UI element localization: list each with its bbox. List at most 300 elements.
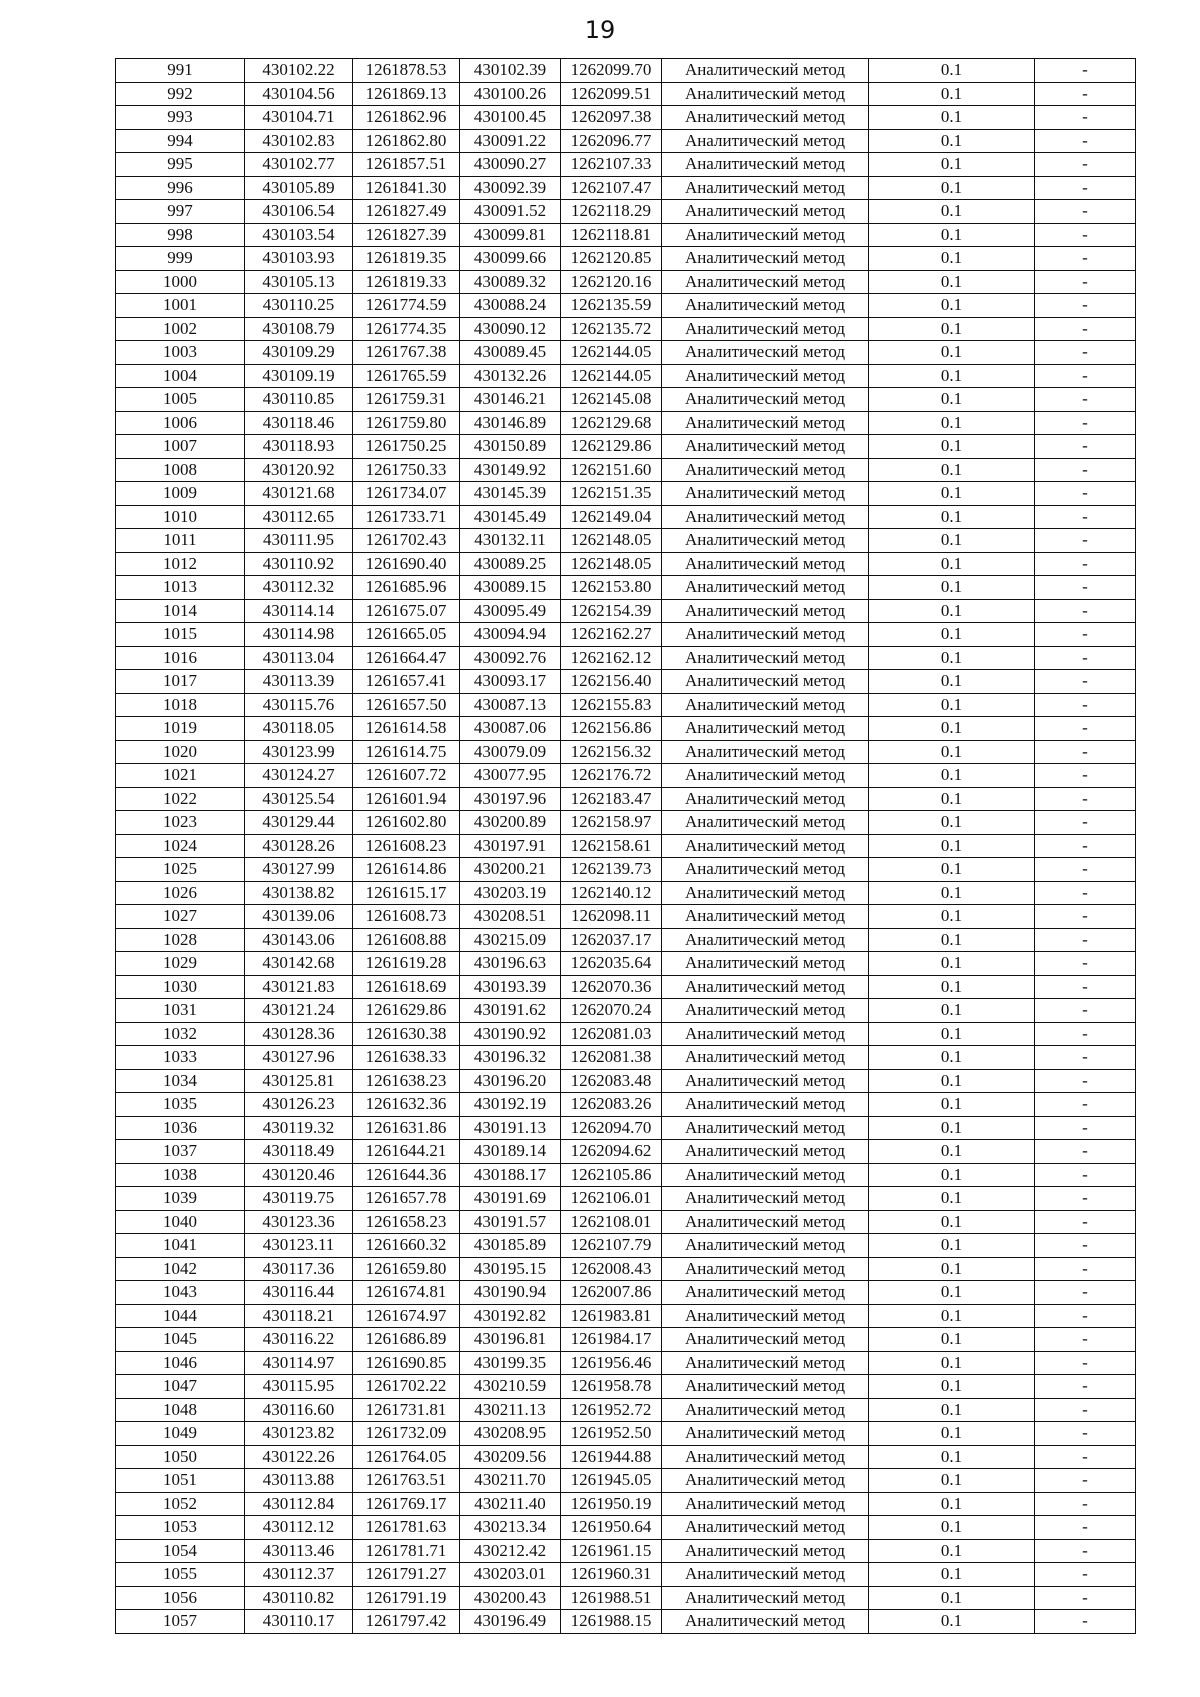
- x2-cell: 430099.66: [460, 247, 561, 271]
- point-number-cell: 1024: [116, 834, 245, 858]
- table-row: [116, 59, 1136, 83]
- note-cell: -: [1035, 905, 1136, 929]
- y2-cell: 1261961.15: [561, 1539, 662, 1563]
- y1-cell: 1261878.53: [353, 59, 460, 83]
- method-cell: Аналитический метод: [662, 294, 869, 318]
- x1-cell: 430117.36: [245, 1257, 353, 1281]
- y2-cell: 1262148.05: [561, 552, 662, 576]
- y2-cell: 1261956.46: [561, 1351, 662, 1375]
- method-cell: Аналитический метод: [662, 1610, 869, 1634]
- coordinates-table-body: [116, 59, 1136, 1634]
- y1-cell: 1261781.63: [353, 1516, 460, 1540]
- table-row: [116, 999, 1136, 1023]
- x1-cell: 430112.37: [245, 1563, 353, 1587]
- x2-cell: 430203.01: [460, 1563, 561, 1587]
- method-cell: Аналитический метод: [662, 364, 869, 388]
- y1-cell: 1261644.36: [353, 1163, 460, 1187]
- y2-cell: 1262107.47: [561, 176, 662, 200]
- x2-cell: 430089.32: [460, 270, 561, 294]
- x2-cell: 430089.25: [460, 552, 561, 576]
- y2-cell: 1261950.19: [561, 1492, 662, 1516]
- table-row: [116, 82, 1136, 106]
- method-cell: Аналитический метод: [662, 1187, 869, 1211]
- x1-cell: 430127.96: [245, 1046, 353, 1070]
- accuracy-cell: 0.1: [869, 1375, 1035, 1399]
- x1-cell: 430108.79: [245, 317, 353, 341]
- y2-cell: 1262037.17: [561, 928, 662, 952]
- note-cell: -: [1035, 176, 1136, 200]
- note-cell: -: [1035, 1563, 1136, 1587]
- y1-cell: 1261685.96: [353, 576, 460, 600]
- table-row: [116, 1328, 1136, 1352]
- x1-cell: 430119.32: [245, 1116, 353, 1140]
- note-cell: -: [1035, 1445, 1136, 1469]
- x1-cell: 430124.27: [245, 764, 353, 788]
- x1-cell: 430110.92: [245, 552, 353, 576]
- accuracy-cell: 0.1: [869, 106, 1035, 130]
- x2-cell: 430211.13: [460, 1398, 561, 1422]
- page-number: 19: [584, 16, 616, 44]
- note-cell: -: [1035, 505, 1136, 529]
- method-cell: Аналитический метод: [662, 1398, 869, 1422]
- x2-cell: 430092.39: [460, 176, 561, 200]
- table-row: [116, 1516, 1136, 1540]
- note-cell: -: [1035, 1187, 1136, 1211]
- y2-cell: 1262156.32: [561, 740, 662, 764]
- y2-cell: 1261958.78: [561, 1375, 662, 1399]
- method-cell: Аналитический метод: [662, 1539, 869, 1563]
- note-cell: -: [1035, 1539, 1136, 1563]
- point-number-cell: 1018: [116, 693, 245, 717]
- y1-cell: 1261664.47: [353, 646, 460, 670]
- y2-cell: 1262094.62: [561, 1140, 662, 1164]
- accuracy-cell: 0.1: [869, 200, 1035, 224]
- x1-cell: 430138.82: [245, 881, 353, 905]
- point-number-cell: 1040: [116, 1210, 245, 1234]
- point-number-cell: 1038: [116, 1163, 245, 1187]
- x1-cell: 430118.49: [245, 1140, 353, 1164]
- accuracy-cell: 0.1: [869, 1140, 1035, 1164]
- accuracy-cell: 0.1: [869, 1022, 1035, 1046]
- accuracy-cell: 0.1: [869, 294, 1035, 318]
- x1-cell: 430113.46: [245, 1539, 353, 1563]
- note-cell: -: [1035, 1281, 1136, 1305]
- note-cell: -: [1035, 623, 1136, 647]
- note-cell: -: [1035, 764, 1136, 788]
- note-cell: -: [1035, 1022, 1136, 1046]
- accuracy-cell: 0.1: [869, 1046, 1035, 1070]
- y2-cell: 1262007.86: [561, 1281, 662, 1305]
- table-row: [116, 411, 1136, 435]
- x1-cell: 430106.54: [245, 200, 353, 224]
- point-number-cell: 994: [116, 129, 245, 153]
- table-row: [116, 811, 1136, 835]
- y1-cell: 1261781.71: [353, 1539, 460, 1563]
- method-cell: Аналитический метод: [662, 482, 869, 506]
- method-cell: Аналитический метод: [662, 505, 869, 529]
- method-cell: Аналитический метод: [662, 576, 869, 600]
- y1-cell: 1261614.58: [353, 717, 460, 741]
- table-row: [116, 388, 1136, 412]
- table-row: [116, 223, 1136, 247]
- note-cell: -: [1035, 811, 1136, 835]
- note-cell: -: [1035, 1492, 1136, 1516]
- point-number-cell: 1033: [116, 1046, 245, 1070]
- x1-cell: 430116.22: [245, 1328, 353, 1352]
- method-cell: Аналитический метод: [662, 1163, 869, 1187]
- y1-cell: 1261759.80: [353, 411, 460, 435]
- table-row: [116, 529, 1136, 553]
- y1-cell: 1261797.42: [353, 1610, 460, 1634]
- method-cell: Аналитический метод: [662, 1328, 869, 1352]
- table-row: [116, 858, 1136, 882]
- x2-cell: 430193.39: [460, 975, 561, 999]
- y2-cell: 1262108.01: [561, 1210, 662, 1234]
- method-cell: Аналитический метод: [662, 1516, 869, 1540]
- point-number-cell: 1010: [116, 505, 245, 529]
- x2-cell: 430192.19: [460, 1093, 561, 1117]
- point-number-cell: 996: [116, 176, 245, 200]
- accuracy-cell: 0.1: [869, 999, 1035, 1023]
- table-row: [116, 1422, 1136, 1446]
- x2-cell: 430099.81: [460, 223, 561, 247]
- method-cell: Аналитический метод: [662, 834, 869, 858]
- y2-cell: 1262118.29: [561, 200, 662, 224]
- y1-cell: 1261690.40: [353, 552, 460, 576]
- point-number-cell: 1053: [116, 1516, 245, 1540]
- note-cell: -: [1035, 1516, 1136, 1540]
- table-row: [116, 482, 1136, 506]
- x1-cell: 430110.17: [245, 1610, 353, 1634]
- accuracy-cell: 0.1: [869, 1257, 1035, 1281]
- method-cell: Аналитический метод: [662, 1586, 869, 1610]
- y2-cell: 1262129.68: [561, 411, 662, 435]
- accuracy-cell: 0.1: [869, 1445, 1035, 1469]
- x1-cell: 430105.89: [245, 176, 353, 200]
- note-cell: -: [1035, 223, 1136, 247]
- accuracy-cell: 0.1: [869, 1586, 1035, 1610]
- x2-cell: 430196.81: [460, 1328, 561, 1352]
- accuracy-cell: 0.1: [869, 364, 1035, 388]
- accuracy-cell: 0.1: [869, 881, 1035, 905]
- note-cell: -: [1035, 552, 1136, 576]
- point-number-cell: 1007: [116, 435, 245, 459]
- point-number-cell: 995: [116, 153, 245, 177]
- point-number-cell: 1011: [116, 529, 245, 553]
- table-row: [116, 1046, 1136, 1070]
- x2-cell: 430093.17: [460, 670, 561, 694]
- y1-cell: 1261827.39: [353, 223, 460, 247]
- table-row: [116, 646, 1136, 670]
- accuracy-cell: 0.1: [869, 623, 1035, 647]
- coordinates-table: [115, 58, 1136, 1634]
- y2-cell: 1262145.08: [561, 388, 662, 412]
- x1-cell: 430125.81: [245, 1069, 353, 1093]
- x1-cell: 430115.95: [245, 1375, 353, 1399]
- method-cell: Аналитический метод: [662, 1093, 869, 1117]
- point-number-cell: 999: [116, 247, 245, 271]
- y1-cell: 1261862.96: [353, 106, 460, 130]
- table-row: [116, 1281, 1136, 1305]
- note-cell: -: [1035, 1140, 1136, 1164]
- note-cell: -: [1035, 1328, 1136, 1352]
- note-cell: -: [1035, 787, 1136, 811]
- x1-cell: 430114.97: [245, 1351, 353, 1375]
- x1-cell: 430112.84: [245, 1492, 353, 1516]
- y1-cell: 1261644.21: [353, 1140, 460, 1164]
- x1-cell: 430123.36: [245, 1210, 353, 1234]
- note-cell: -: [1035, 858, 1136, 882]
- x2-cell: 430209.56: [460, 1445, 561, 1469]
- y1-cell: 1261632.36: [353, 1093, 460, 1117]
- point-number-cell: 1048: [116, 1398, 245, 1422]
- point-number-cell: 1032: [116, 1022, 245, 1046]
- y2-cell: 1262151.60: [561, 458, 662, 482]
- y2-cell: 1262081.38: [561, 1046, 662, 1070]
- note-cell: -: [1035, 1234, 1136, 1258]
- accuracy-cell: 0.1: [869, 270, 1035, 294]
- method-cell: Аналитический метод: [662, 1210, 869, 1234]
- y2-cell: 1262120.16: [561, 270, 662, 294]
- table-row: [116, 1022, 1136, 1046]
- table-row: [116, 106, 1136, 130]
- accuracy-cell: 0.1: [869, 129, 1035, 153]
- y1-cell: 1261674.97: [353, 1304, 460, 1328]
- x2-cell: 430145.49: [460, 505, 561, 529]
- y1-cell: 1261614.86: [353, 858, 460, 882]
- y1-cell: 1261658.23: [353, 1210, 460, 1234]
- point-number-cell: 1005: [116, 388, 245, 412]
- x2-cell: 430197.96: [460, 787, 561, 811]
- y2-cell: 1262035.64: [561, 952, 662, 976]
- accuracy-cell: 0.1: [869, 247, 1035, 271]
- accuracy-cell: 0.1: [869, 1163, 1035, 1187]
- point-number-cell: 1056: [116, 1586, 245, 1610]
- y2-cell: 1262154.39: [561, 599, 662, 623]
- method-cell: Аналитический метод: [662, 999, 869, 1023]
- x2-cell: 430150.89: [460, 435, 561, 459]
- accuracy-cell: 0.1: [869, 223, 1035, 247]
- y1-cell: 1261601.94: [353, 787, 460, 811]
- point-number-cell: 1020: [116, 740, 245, 764]
- y2-cell: 1261960.31: [561, 1563, 662, 1587]
- y2-cell: 1262099.51: [561, 82, 662, 106]
- note-cell: -: [1035, 1304, 1136, 1328]
- x2-cell: 430190.92: [460, 1022, 561, 1046]
- table-row: [116, 1610, 1136, 1634]
- x1-cell: 430104.56: [245, 82, 353, 106]
- point-number-cell: 1034: [116, 1069, 245, 1093]
- note-cell: -: [1035, 411, 1136, 435]
- accuracy-cell: 0.1: [869, 82, 1035, 106]
- note-cell: -: [1035, 928, 1136, 952]
- method-cell: Аналитический метод: [662, 1140, 869, 1164]
- method-cell: Аналитический метод: [662, 129, 869, 153]
- y1-cell: 1261607.72: [353, 764, 460, 788]
- x2-cell: 430210.59: [460, 1375, 561, 1399]
- method-cell: Аналитический метод: [662, 153, 869, 177]
- note-cell: -: [1035, 1163, 1136, 1187]
- table-row: [116, 270, 1136, 294]
- x2-cell: 430189.14: [460, 1140, 561, 1164]
- method-cell: Аналитический метод: [662, 623, 869, 647]
- method-cell: Аналитический метод: [662, 811, 869, 835]
- x1-cell: 430113.04: [245, 646, 353, 670]
- y1-cell: 1261750.25: [353, 435, 460, 459]
- note-cell: -: [1035, 106, 1136, 130]
- x2-cell: 430188.17: [460, 1163, 561, 1187]
- point-number-cell: 1057: [116, 1610, 245, 1634]
- x2-cell: 430090.12: [460, 317, 561, 341]
- x1-cell: 430142.68: [245, 952, 353, 976]
- point-number-cell: 1030: [116, 975, 245, 999]
- method-cell: Аналитический метод: [662, 646, 869, 670]
- table-row: [116, 505, 1136, 529]
- point-number-cell: 1054: [116, 1539, 245, 1563]
- x1-cell: 430128.36: [245, 1022, 353, 1046]
- method-cell: Аналитический метод: [662, 881, 869, 905]
- x2-cell: 430100.45: [460, 106, 561, 130]
- x2-cell: 430132.26: [460, 364, 561, 388]
- x1-cell: 430112.65: [245, 505, 353, 529]
- x1-cell: 430127.99: [245, 858, 353, 882]
- table-row: [116, 1163, 1136, 1187]
- method-cell: Аналитический метод: [662, 928, 869, 952]
- note-cell: -: [1035, 599, 1136, 623]
- y2-cell: 1262070.24: [561, 999, 662, 1023]
- method-cell: Аналитический метод: [662, 223, 869, 247]
- y2-cell: 1262139.73: [561, 858, 662, 882]
- point-number-cell: 1008: [116, 458, 245, 482]
- y2-cell: 1262158.61: [561, 834, 662, 858]
- x2-cell: 430132.11: [460, 529, 561, 553]
- note-cell: -: [1035, 82, 1136, 106]
- accuracy-cell: 0.1: [869, 811, 1035, 835]
- y1-cell: 1261857.51: [353, 153, 460, 177]
- x1-cell: 430102.83: [245, 129, 353, 153]
- method-cell: Аналитический метод: [662, 458, 869, 482]
- accuracy-cell: 0.1: [869, 670, 1035, 694]
- point-number-cell: 1000: [116, 270, 245, 294]
- y1-cell: 1261659.80: [353, 1257, 460, 1281]
- method-cell: Аналитический метод: [662, 341, 869, 365]
- table-row: [116, 1375, 1136, 1399]
- x2-cell: 430094.94: [460, 623, 561, 647]
- table-row: [116, 294, 1136, 318]
- x2-cell: 430199.35: [460, 1351, 561, 1375]
- method-cell: Аналитический метод: [662, 247, 869, 271]
- table-row: [116, 599, 1136, 623]
- x1-cell: 430109.29: [245, 341, 353, 365]
- y2-cell: 1262094.70: [561, 1116, 662, 1140]
- y1-cell: 1261657.41: [353, 670, 460, 694]
- accuracy-cell: 0.1: [869, 529, 1035, 553]
- x1-cell: 430102.22: [245, 59, 353, 83]
- y2-cell: 1262096.77: [561, 129, 662, 153]
- point-number-cell: 1013: [116, 576, 245, 600]
- x2-cell: 430208.95: [460, 1422, 561, 1446]
- point-number-cell: 1002: [116, 317, 245, 341]
- table-row: [116, 176, 1136, 200]
- y2-cell: 1262149.04: [561, 505, 662, 529]
- note-cell: -: [1035, 740, 1136, 764]
- accuracy-cell: 0.1: [869, 975, 1035, 999]
- y1-cell: 1261774.35: [353, 317, 460, 341]
- method-cell: Аналитический метод: [662, 787, 869, 811]
- note-cell: -: [1035, 270, 1136, 294]
- accuracy-cell: 0.1: [869, 59, 1035, 83]
- note-cell: -: [1035, 952, 1136, 976]
- method-cell: Аналитический метод: [662, 1022, 869, 1046]
- note-cell: -: [1035, 482, 1136, 506]
- y2-cell: 1262083.48: [561, 1069, 662, 1093]
- table-row: [116, 834, 1136, 858]
- x2-cell: 430200.43: [460, 1586, 561, 1610]
- x1-cell: 430109.19: [245, 364, 353, 388]
- y1-cell: 1261619.28: [353, 952, 460, 976]
- x2-cell: 430149.92: [460, 458, 561, 482]
- table-row: [116, 670, 1136, 694]
- point-number-cell: 1052: [116, 1492, 245, 1516]
- table-row: [116, 247, 1136, 271]
- table-row: [116, 435, 1136, 459]
- x2-cell: 430200.89: [460, 811, 561, 835]
- note-cell: -: [1035, 881, 1136, 905]
- point-number-cell: 1029: [116, 952, 245, 976]
- accuracy-cell: 0.1: [869, 693, 1035, 717]
- y1-cell: 1261732.09: [353, 1422, 460, 1446]
- y2-cell: 1262155.83: [561, 693, 662, 717]
- note-cell: -: [1035, 388, 1136, 412]
- y2-cell: 1262183.47: [561, 787, 662, 811]
- method-cell: Аналитический метод: [662, 952, 869, 976]
- y2-cell: 1262120.85: [561, 247, 662, 271]
- method-cell: Аналитический метод: [662, 106, 869, 130]
- y1-cell: 1261660.32: [353, 1234, 460, 1258]
- table-row: [116, 1492, 1136, 1516]
- x2-cell: 430091.22: [460, 129, 561, 153]
- note-cell: -: [1035, 834, 1136, 858]
- y2-cell: 1262144.05: [561, 364, 662, 388]
- y1-cell: 1261631.86: [353, 1116, 460, 1140]
- point-number-cell: 1047: [116, 1375, 245, 1399]
- accuracy-cell: 0.1: [869, 1281, 1035, 1305]
- x1-cell: 430111.95: [245, 529, 353, 553]
- point-number-cell: 1028: [116, 928, 245, 952]
- x2-cell: 430091.52: [460, 200, 561, 224]
- point-number-cell: 1022: [116, 787, 245, 811]
- x1-cell: 430102.77: [245, 153, 353, 177]
- y2-cell: 1261952.72: [561, 1398, 662, 1422]
- x1-cell: 430112.12: [245, 1516, 353, 1540]
- accuracy-cell: 0.1: [869, 952, 1035, 976]
- x1-cell: 430123.11: [245, 1234, 353, 1258]
- table-row: [116, 1093, 1136, 1117]
- accuracy-cell: 0.1: [869, 576, 1035, 600]
- point-number-cell: 1043: [116, 1281, 245, 1305]
- x1-cell: 430123.99: [245, 740, 353, 764]
- accuracy-cell: 0.1: [869, 1093, 1035, 1117]
- table-row: [116, 717, 1136, 741]
- method-cell: Аналитический метод: [662, 717, 869, 741]
- point-number-cell: 1039: [116, 1187, 245, 1211]
- accuracy-cell: 0.1: [869, 764, 1035, 788]
- note-cell: -: [1035, 693, 1136, 717]
- table-row: [116, 787, 1136, 811]
- accuracy-cell: 0.1: [869, 341, 1035, 365]
- x2-cell: 430146.89: [460, 411, 561, 435]
- y2-cell: 1261984.17: [561, 1328, 662, 1352]
